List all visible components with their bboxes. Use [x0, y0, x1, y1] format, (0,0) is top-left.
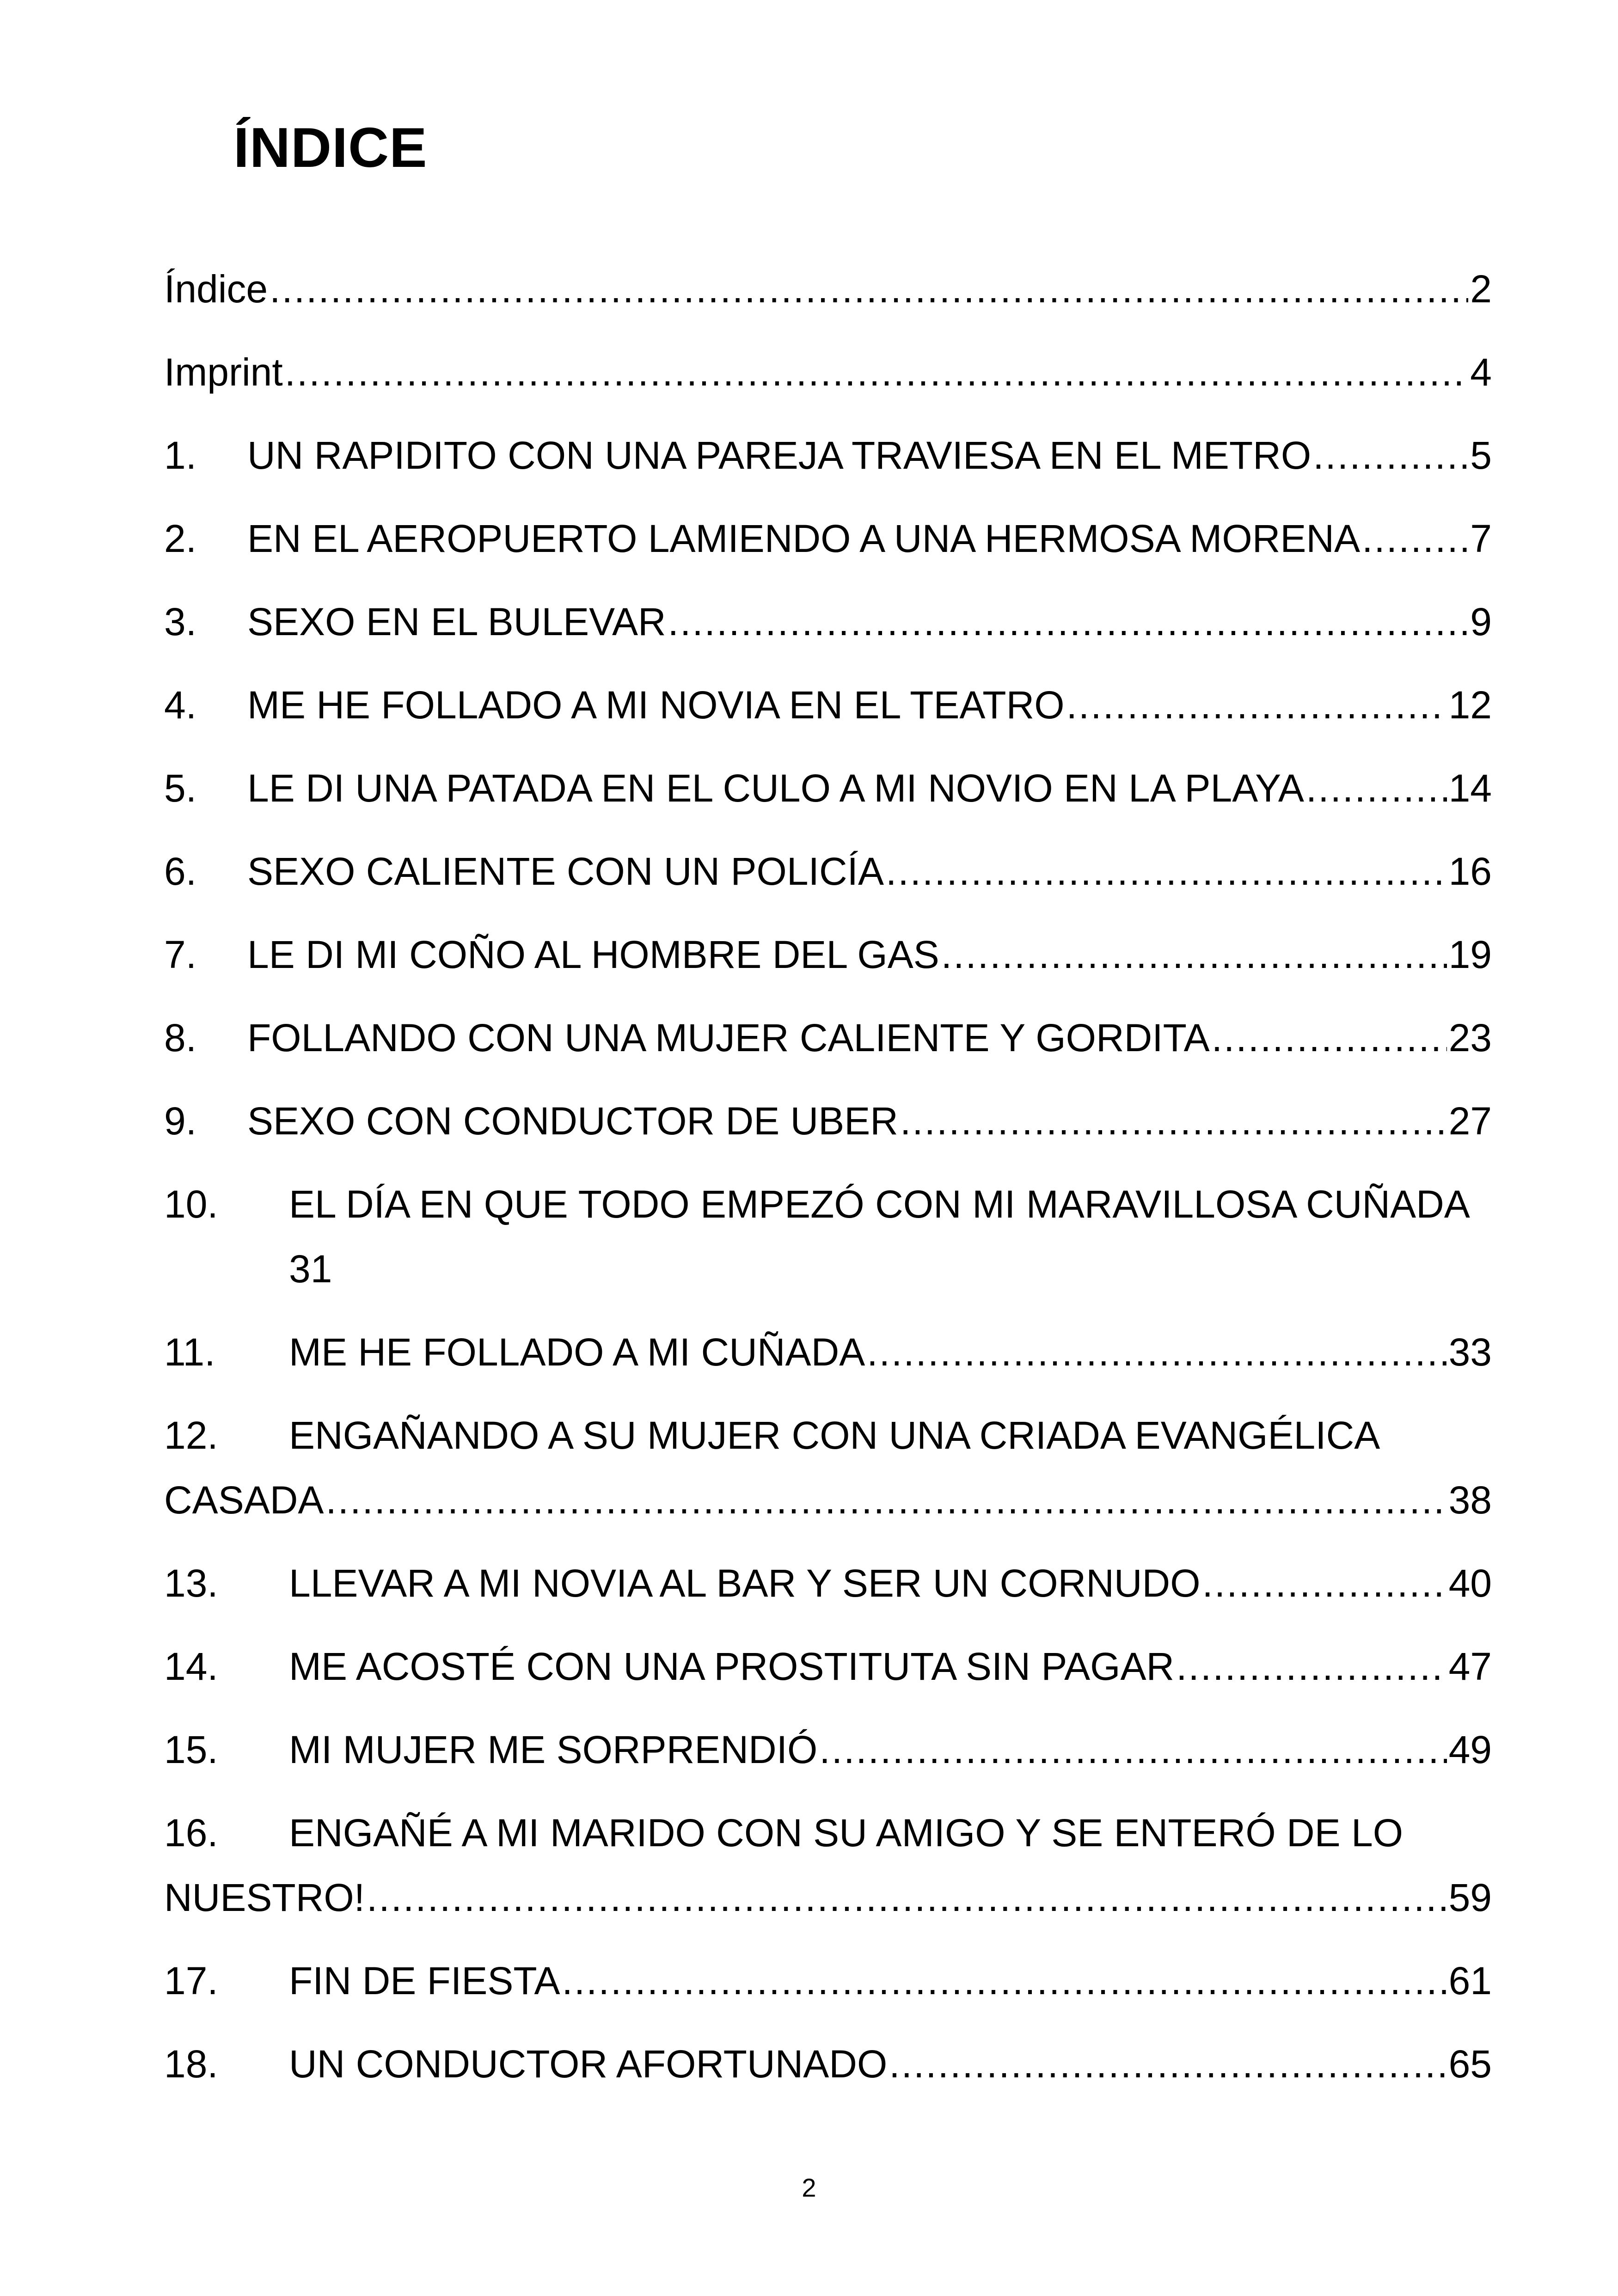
toc-entry-number: 16. [164, 1811, 218, 1855]
toc-leader-dots [1202, 1551, 1447, 1616]
toc-entry-7[interactable] [164, 922, 1492, 987]
toc-leader-dots [886, 839, 1447, 904]
toc-entry-title: ME ACOSTÉ CON UNA PROSTITUTA SIN PAGAR [289, 1645, 1175, 1688]
toc-entry-page: 16 [1448, 850, 1492, 893]
toc-entry-title: FIN DE FIESTA [289, 1959, 560, 2002]
toc-entry-3[interactable] [164, 589, 1492, 654]
toc-entry-10[interactable] [164, 1172, 1492, 1301]
toc-entry-17[interactable] [164, 1948, 1492, 2013]
toc-entry-page: 23 [1448, 1016, 1492, 1059]
toc-leader-dots [1066, 673, 1447, 737]
toc-entry-page: 59 [1448, 1876, 1492, 1919]
toc-entry-number: 5. [164, 766, 197, 810]
toc-entry-number: 18. [164, 2042, 218, 2086]
toc-entry-title: LE DI UNA PATADA EN EL CULO A MI NOVIO EN LA PLAYA [247, 766, 1304, 810]
toc-entry-page: 38 [1448, 1478, 1492, 1522]
toc-entry-title: Índice [164, 267, 268, 311]
toc-leader-dots [668, 589, 1469, 654]
toc-entry-13[interactable] [164, 1551, 1492, 1616]
toc-entry-title-continued: CASADA [164, 1478, 324, 1522]
toc-entry-number: 7. [164, 933, 197, 976]
toc-entry-number: 8. [164, 1016, 197, 1059]
toc-leader-dots [941, 922, 1447, 987]
toc-entry-12[interactable] [164, 1403, 1492, 1532]
toc-entry-page: 19 [1448, 933, 1492, 976]
toc-entry-number: 12. [164, 1414, 218, 1457]
toc-entry-page: 14 [1448, 766, 1492, 810]
page-title: ÍNDICE [233, 116, 428, 179]
toc-entry-11[interactable] [164, 1320, 1492, 1384]
toc-entry-imprint[interactable] [164, 340, 1492, 404]
toc-leader-dots [562, 1948, 1446, 2013]
table-of-contents [164, 257, 1492, 2096]
toc-entry-5[interactable] [164, 756, 1492, 820]
toc-entry-number: 11. [164, 1330, 215, 1374]
toc-entry-15[interactable] [164, 1717, 1492, 1782]
toc-entry-14[interactable] [164, 1634, 1492, 1699]
toc-entry-page: 33 [1448, 1330, 1492, 1374]
toc-entry-number: 10. [164, 1182, 218, 1226]
toc-entry-number: 1. [164, 434, 197, 477]
toc-entry-page: 31 [289, 1247, 332, 1291]
toc-entry-page: 40 [1448, 1561, 1492, 1605]
toc-entry-page: 7 [1470, 517, 1492, 560]
toc-entry-title: UN CONDUCTOR AFORTUNADO [289, 2042, 888, 2086]
toc-entry-indice[interactable] [164, 257, 1492, 321]
toc-entry-title: SEXO CALIENTE CON UN POLICÍA [247, 850, 884, 893]
toc-entry-page: 61 [1448, 1959, 1492, 2002]
toc-leader-dots [270, 257, 1468, 321]
toc-entry-title: LE DI MI COÑO AL HOMBRE DEL GAS [247, 933, 939, 976]
toc-entry-number: 13. [164, 1561, 218, 1605]
toc-entry-9[interactable] [164, 1089, 1492, 1153]
toc-entry-number: 2. [164, 517, 197, 560]
toc-entry-title: LLEVAR A MI NOVIA AL BAR Y SER UN CORNUDO [289, 1561, 1201, 1605]
toc-leader-dots [900, 1089, 1447, 1153]
toc-leader-dots [889, 2032, 1446, 2096]
toc-entry-number: 9. [164, 1099, 197, 1143]
toc-entry-title: ENGAÑÉ A MI MARIDO CON SU AMIGO Y SE ENTERÓ DE LO [289, 1811, 1403, 1855]
toc-entry-title: MI MUJER ME SORPRENDIÓ [289, 1728, 818, 1771]
toc-entry-title: FOLLANDO CON UNA MUJER CALIENTE Y GORDITA [247, 1016, 1210, 1059]
toc-entry-title: SEXO EN EL BULEVAR [247, 600, 666, 643]
toc-entry-4[interactable] [164, 673, 1492, 737]
toc-entry-page: 65 [1448, 2042, 1492, 2086]
toc-leader-dots [1313, 423, 1468, 488]
toc-entry-page: 47 [1448, 1645, 1492, 1688]
toc-entry-title: EN EL AEROPUERTO LAMIENDO A UNA HERMOSA MORENA [247, 517, 1361, 560]
toc-entry-page: 27 [1448, 1099, 1492, 1143]
toc-entry-title: ME HE FOLLADO A MI CUÑADA [289, 1330, 865, 1374]
toc-entry-1[interactable] [164, 423, 1492, 488]
toc-entry-title: UN RAPIDITO CON UNA PAREJA TRAVIESA EN EL METRO [247, 434, 1312, 477]
toc-entry-number: 14. [164, 1645, 218, 1688]
toc-entry-number: 4. [164, 683, 197, 727]
toc-entry-page: 5 [1470, 434, 1492, 477]
toc-leader-dots [367, 1865, 1447, 1930]
toc-leader-dots [1306, 756, 1447, 820]
toc-leader-dots [325, 1468, 1446, 1532]
toc-leader-dots [285, 340, 1469, 404]
toc-entry-title-continued: NUESTRO! [164, 1876, 365, 1919]
toc-entry-page: 12 [1448, 683, 1492, 727]
toc-entry-page: 9 [1470, 600, 1492, 643]
toc-leader-dots [1362, 506, 1468, 571]
toc-entry-page: 49 [1448, 1728, 1492, 1771]
toc-entry-page: 4 [1470, 350, 1492, 394]
toc-entry-6[interactable] [164, 839, 1492, 904]
toc-entry-16[interactable] [164, 1800, 1492, 1930]
toc-entry-title: ENGAÑANDO A SU MUJER CON UNA CRIADA EVANGÉLICA [289, 1414, 1380, 1457]
toc-entry-number: 6. [164, 850, 197, 893]
toc-entry-title: EL DÍA EN QUE TODO EMPEZÓ CON MI MARAVILLOSA CUÑADA [289, 1182, 1470, 1226]
toc-entry-8[interactable] [164, 1005, 1492, 1070]
toc-leader-dots [819, 1717, 1446, 1782]
toc-entry-title: ME HE FOLLADO A MI NOVIA EN EL TEATRO [247, 683, 1065, 727]
page-number: 2 [802, 2173, 816, 2202]
toc-entry-title: Imprint [164, 350, 283, 394]
toc-entry-title: SEXO CON CONDUCTOR DE UBER [247, 1099, 898, 1143]
toc-entry-number: 17. [164, 1959, 218, 2002]
toc-leader-dots [1212, 1005, 1447, 1070]
toc-leader-dots [1176, 1634, 1446, 1699]
toc-leader-dots [867, 1320, 1446, 1384]
toc-entry-page: 2 [1470, 267, 1492, 311]
toc-entry-2[interactable] [164, 506, 1492, 571]
toc-entry-number: 15. [164, 1728, 218, 1771]
toc-entry-18[interactable] [164, 2032, 1492, 2096]
toc-entry-number: 3. [164, 600, 197, 643]
